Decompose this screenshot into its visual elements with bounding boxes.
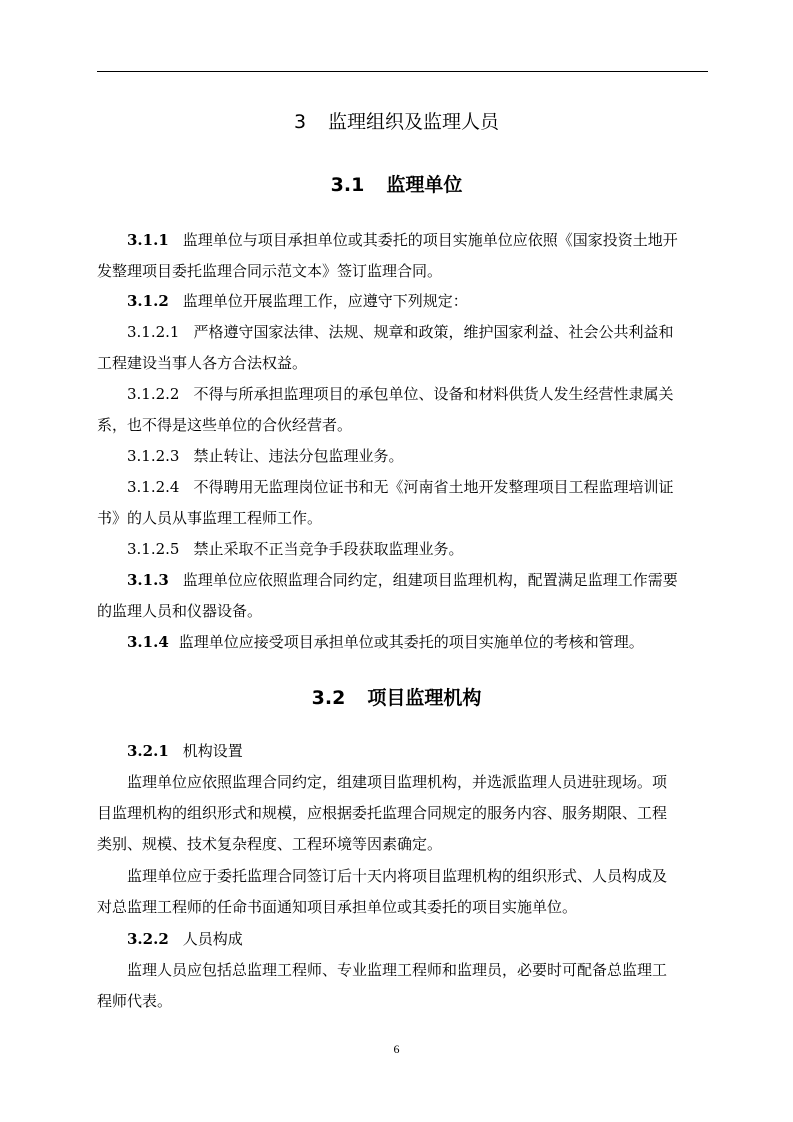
clause-3-1-4	[97, 630, 738, 654]
section-number: 3.1	[330, 174, 365, 196]
clause-3-2-2-heading	[97, 927, 738, 951]
clause-3-1-2-1-line-1	[97, 320, 738, 344]
clause-number: 3.1.2	[127, 292, 169, 310]
clause-number: 3.2.2	[127, 930, 169, 948]
clause-text: 严格遵守国家法律、法规、规章和政策，维护国家利益、社会公共利益和	[193, 323, 674, 341]
section-title: 项目监理机构	[367, 687, 482, 709]
paragraph-3-2-1-b-line-2: 对总监理工程师的任命书面通知项目承担单位或其委托的项目实施单位。	[97, 898, 578, 916]
clause-title: 机构设置	[182, 742, 243, 760]
clause-title: 人员构成	[182, 930, 243, 948]
section-heading-3-1	[0, 172, 793, 198]
clause-number: 3.1.4	[127, 633, 169, 651]
clause-3-1-2-5	[97, 537, 738, 561]
clause-3-1-2	[97, 289, 738, 313]
section-title: 监理单位	[386, 174, 463, 196]
chapter-heading	[0, 109, 793, 135]
paragraph-3-2-2-line-2: 程师代表。	[97, 992, 173, 1010]
clause-3-1-2-2-line-2: 系，也不得是这些单位的合伙经营者。	[97, 416, 353, 434]
page-number: 6	[393, 1042, 400, 1056]
clause-text: 监理单位开展监理工作，应遵守下列规定：	[182, 292, 468, 310]
clause-number: 3.1.2.5	[127, 540, 180, 558]
paragraph-3-2-1-a-line-1: 监理单位应依照监理合同约定，组建项目监理机构，并选派监理人员进驻现场。项	[127, 773, 668, 791]
clause-number: 3.1.2.2	[127, 385, 180, 403]
clause-3-2-1-heading	[97, 739, 738, 763]
section-number: 3.2	[311, 687, 346, 709]
clause-3-1-2-3	[97, 444, 738, 468]
clause-3-1-2-1-line-2: 工程建设当事人各方合法权益。	[97, 354, 308, 372]
clause-number: 3.1.1	[127, 231, 169, 249]
clause-3-1-2-2-line-1	[97, 382, 738, 406]
paragraph-3-2-1-b-line-1: 监理单位应于委托监理合同签订后十天内将项目监理机构的组织形式、人员构成及	[127, 867, 668, 885]
paragraph-3-2-1-a-line-3: 类别、规模、技术复杂程度、工程环境等因素确定。	[97, 835, 443, 853]
clause-text: 禁止采取不正当竞争手段获取监理业务。	[193, 540, 464, 558]
header-rule	[97, 71, 708, 72]
clause-number: 3.1.3	[127, 571, 169, 589]
clause-number: 3.1.2.3	[127, 447, 180, 465]
clause-3-1-2-4-line-1	[97, 475, 738, 499]
chapter-number: 3	[293, 111, 307, 133]
clause-3-1-1-line-2: 发整理项目委托监理合同示范文本》签订监理合同。	[97, 262, 443, 280]
clause-number: 3.2.1	[127, 742, 169, 760]
clause-3-1-1-line-1	[97, 228, 738, 252]
clause-text: 禁止转让、违法分包监理业务。	[193, 447, 404, 465]
clause-text: 不得聘用无监理岗位证书和无《河南省土地开发整理项目工程监理培训证	[193, 478, 674, 496]
paragraph-3-2-2-line-1: 监理人员应包括总监理工程师、专业监理工程师和监理员，必要时可配备总监理工	[127, 961, 668, 979]
clause-text: 监理单位与项目承担单位或其委托的项目实施单位应依照《国家投资土地开	[182, 231, 678, 249]
paragraph-3-2-1-a-line-2: 目监理机构的组织形式和规模，应根据委托监理合同规定的服务内容、服务期限、工程	[97, 804, 668, 822]
clause-text: 监理单位应接受项目承担单位或其委托的项目实施单位的考核和管理。	[178, 633, 644, 651]
clause-3-1-2-4-line-2: 书》的人员从事监理工程师工作。	[97, 509, 323, 527]
chapter-title: 监理组织及监理人员	[328, 111, 500, 133]
clause-number: 3.1.2.1	[127, 323, 180, 341]
clause-text: 监理单位应依照监理合同约定，组建项目监理机构，配置满足监理工作需要	[182, 571, 678, 589]
clause-number: 3.1.2.4	[127, 478, 180, 496]
section-heading-3-2	[0, 685, 793, 711]
clause-text: 不得与所承担监理项目的承包单位、设备和材料供货人发生经营性隶属关	[193, 385, 674, 403]
clause-3-1-3-line-1	[97, 568, 738, 592]
clause-3-1-3-line-2: 的监理人员和仪器设备。	[97, 602, 263, 620]
